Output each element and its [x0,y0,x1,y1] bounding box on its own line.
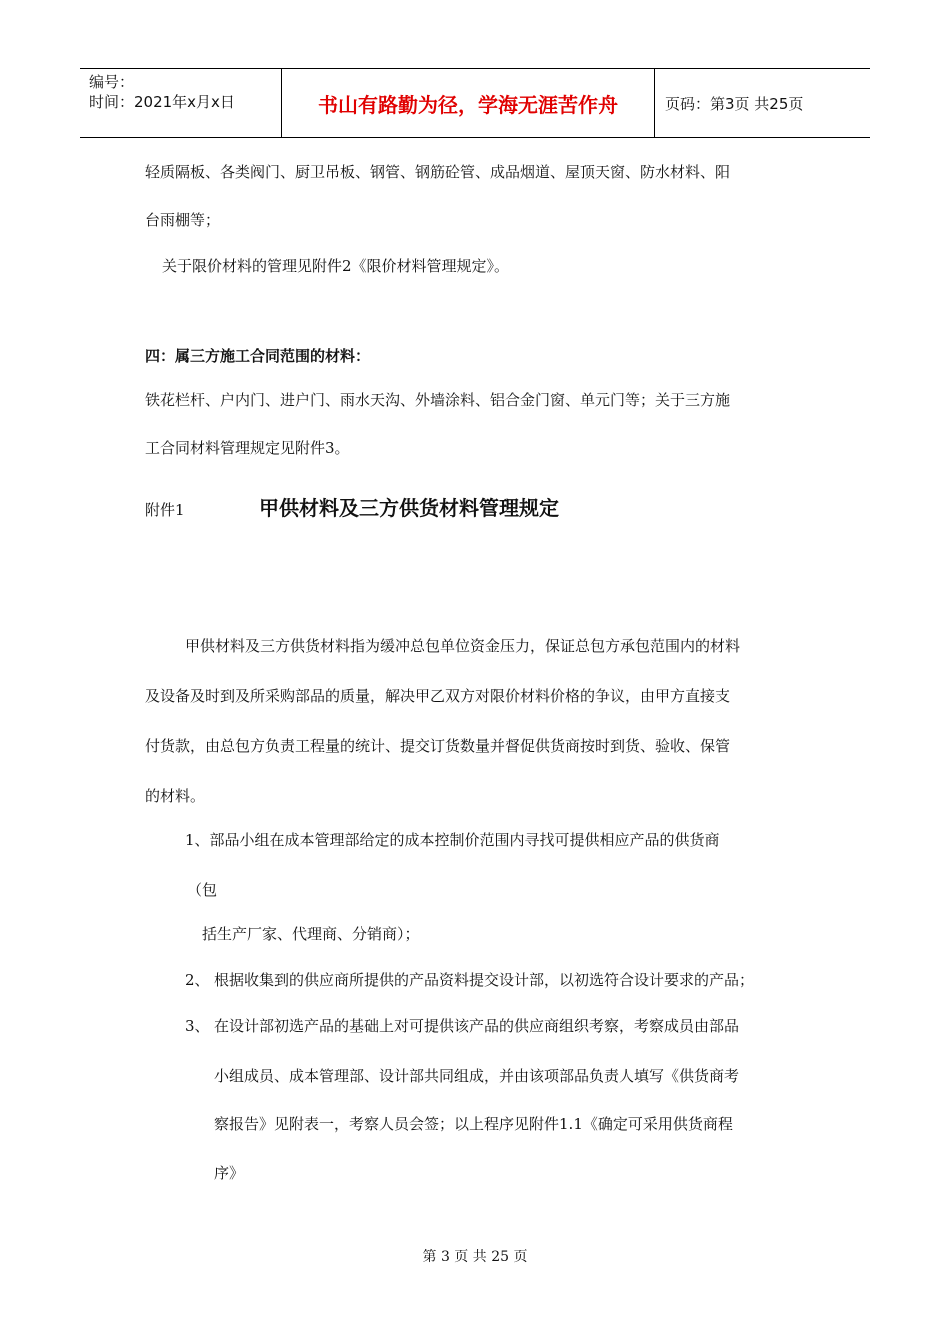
header-meta [80,69,281,137]
list-item: 1、部品小组在成本管理部给定的成本控制价范围内寻找可提供相应产品的供货商 [185,831,720,849]
list-item-continuation: 括生产厂家、代理商、分销商）； [202,925,420,943]
paragraph-line: 工合同材料管理规定见附件3。 [145,439,350,457]
paragraph-line: 的材料。 [145,787,206,805]
paragraph-line: 关于限价材料的管理见附件2《限价材料管理规定》。 [162,257,510,275]
list-item: 根据收集到的供应商所提供的产品资料提交设计部，以初选符合设计要求的产品； [214,971,755,989]
attachment-label: 附件1 [145,501,185,519]
attachment-title: 甲供材料及三方供货材料管理规定 [259,496,559,520]
paragraph-line: 甲供材料及三方供货材料指为缓冲总包单位资金压力，保证总包方承包范围内的材料 [185,637,741,655]
number-label: 编号： [89,73,135,91]
list-item-number: 2、 [185,971,210,989]
list-item-number: 3、 [185,1017,210,1035]
list-item-continuation: 序》 [214,1164,245,1182]
list-item-continuation: （包 [187,881,218,899]
paragraph-line: 付货款，由总包方负责工程量的统计、提交订货数量并督促供货商按时到货、验收、保管 [145,737,731,755]
date-line: 时间：2021年x月x日 [89,93,235,111]
list-item-continuation: 察报告》见附表一，考察人员会签；以上程序见附件1.1《确定可采用供货商程 [214,1115,733,1133]
paragraph-line: 轻质隔板、各类阀门、厨卫吊板、钢管、钢筋砼管、成品烟道、屋顶天窗、防水材料、阳 [145,163,731,181]
paragraph-line: 及设备及时到及所采购部品的质量，解决甲乙双方对限价材料价格的争议，由甲方直接支 [145,687,731,705]
paragraph-line: 台雨棚等； [145,211,221,229]
list-item: 在设计部初选产品的基础上对可提供该产品的供应商组织考察，考察成员由部品 [214,1017,740,1035]
paragraph-line: 铁花栏杆、户内门、进户门、雨水天沟、外墙涂料、铝合金门窗、单元门等；关于三方施 [145,391,731,409]
header-page-info: 页码：第3页 共25页 [665,94,804,113]
page-footer: 第 3 页 共 25 页 [422,1249,528,1265]
page-header [80,68,870,138]
header-motto: 书山有路勤为径，学海无涯苦作舟 [281,69,655,137]
section-heading: 四：属三方施工合同范围的材料： [145,347,371,365]
list-item-continuation: 小组成员、成本管理部、设计部共同组成，并由该项部品负责人填写《供货商考 [214,1067,740,1085]
